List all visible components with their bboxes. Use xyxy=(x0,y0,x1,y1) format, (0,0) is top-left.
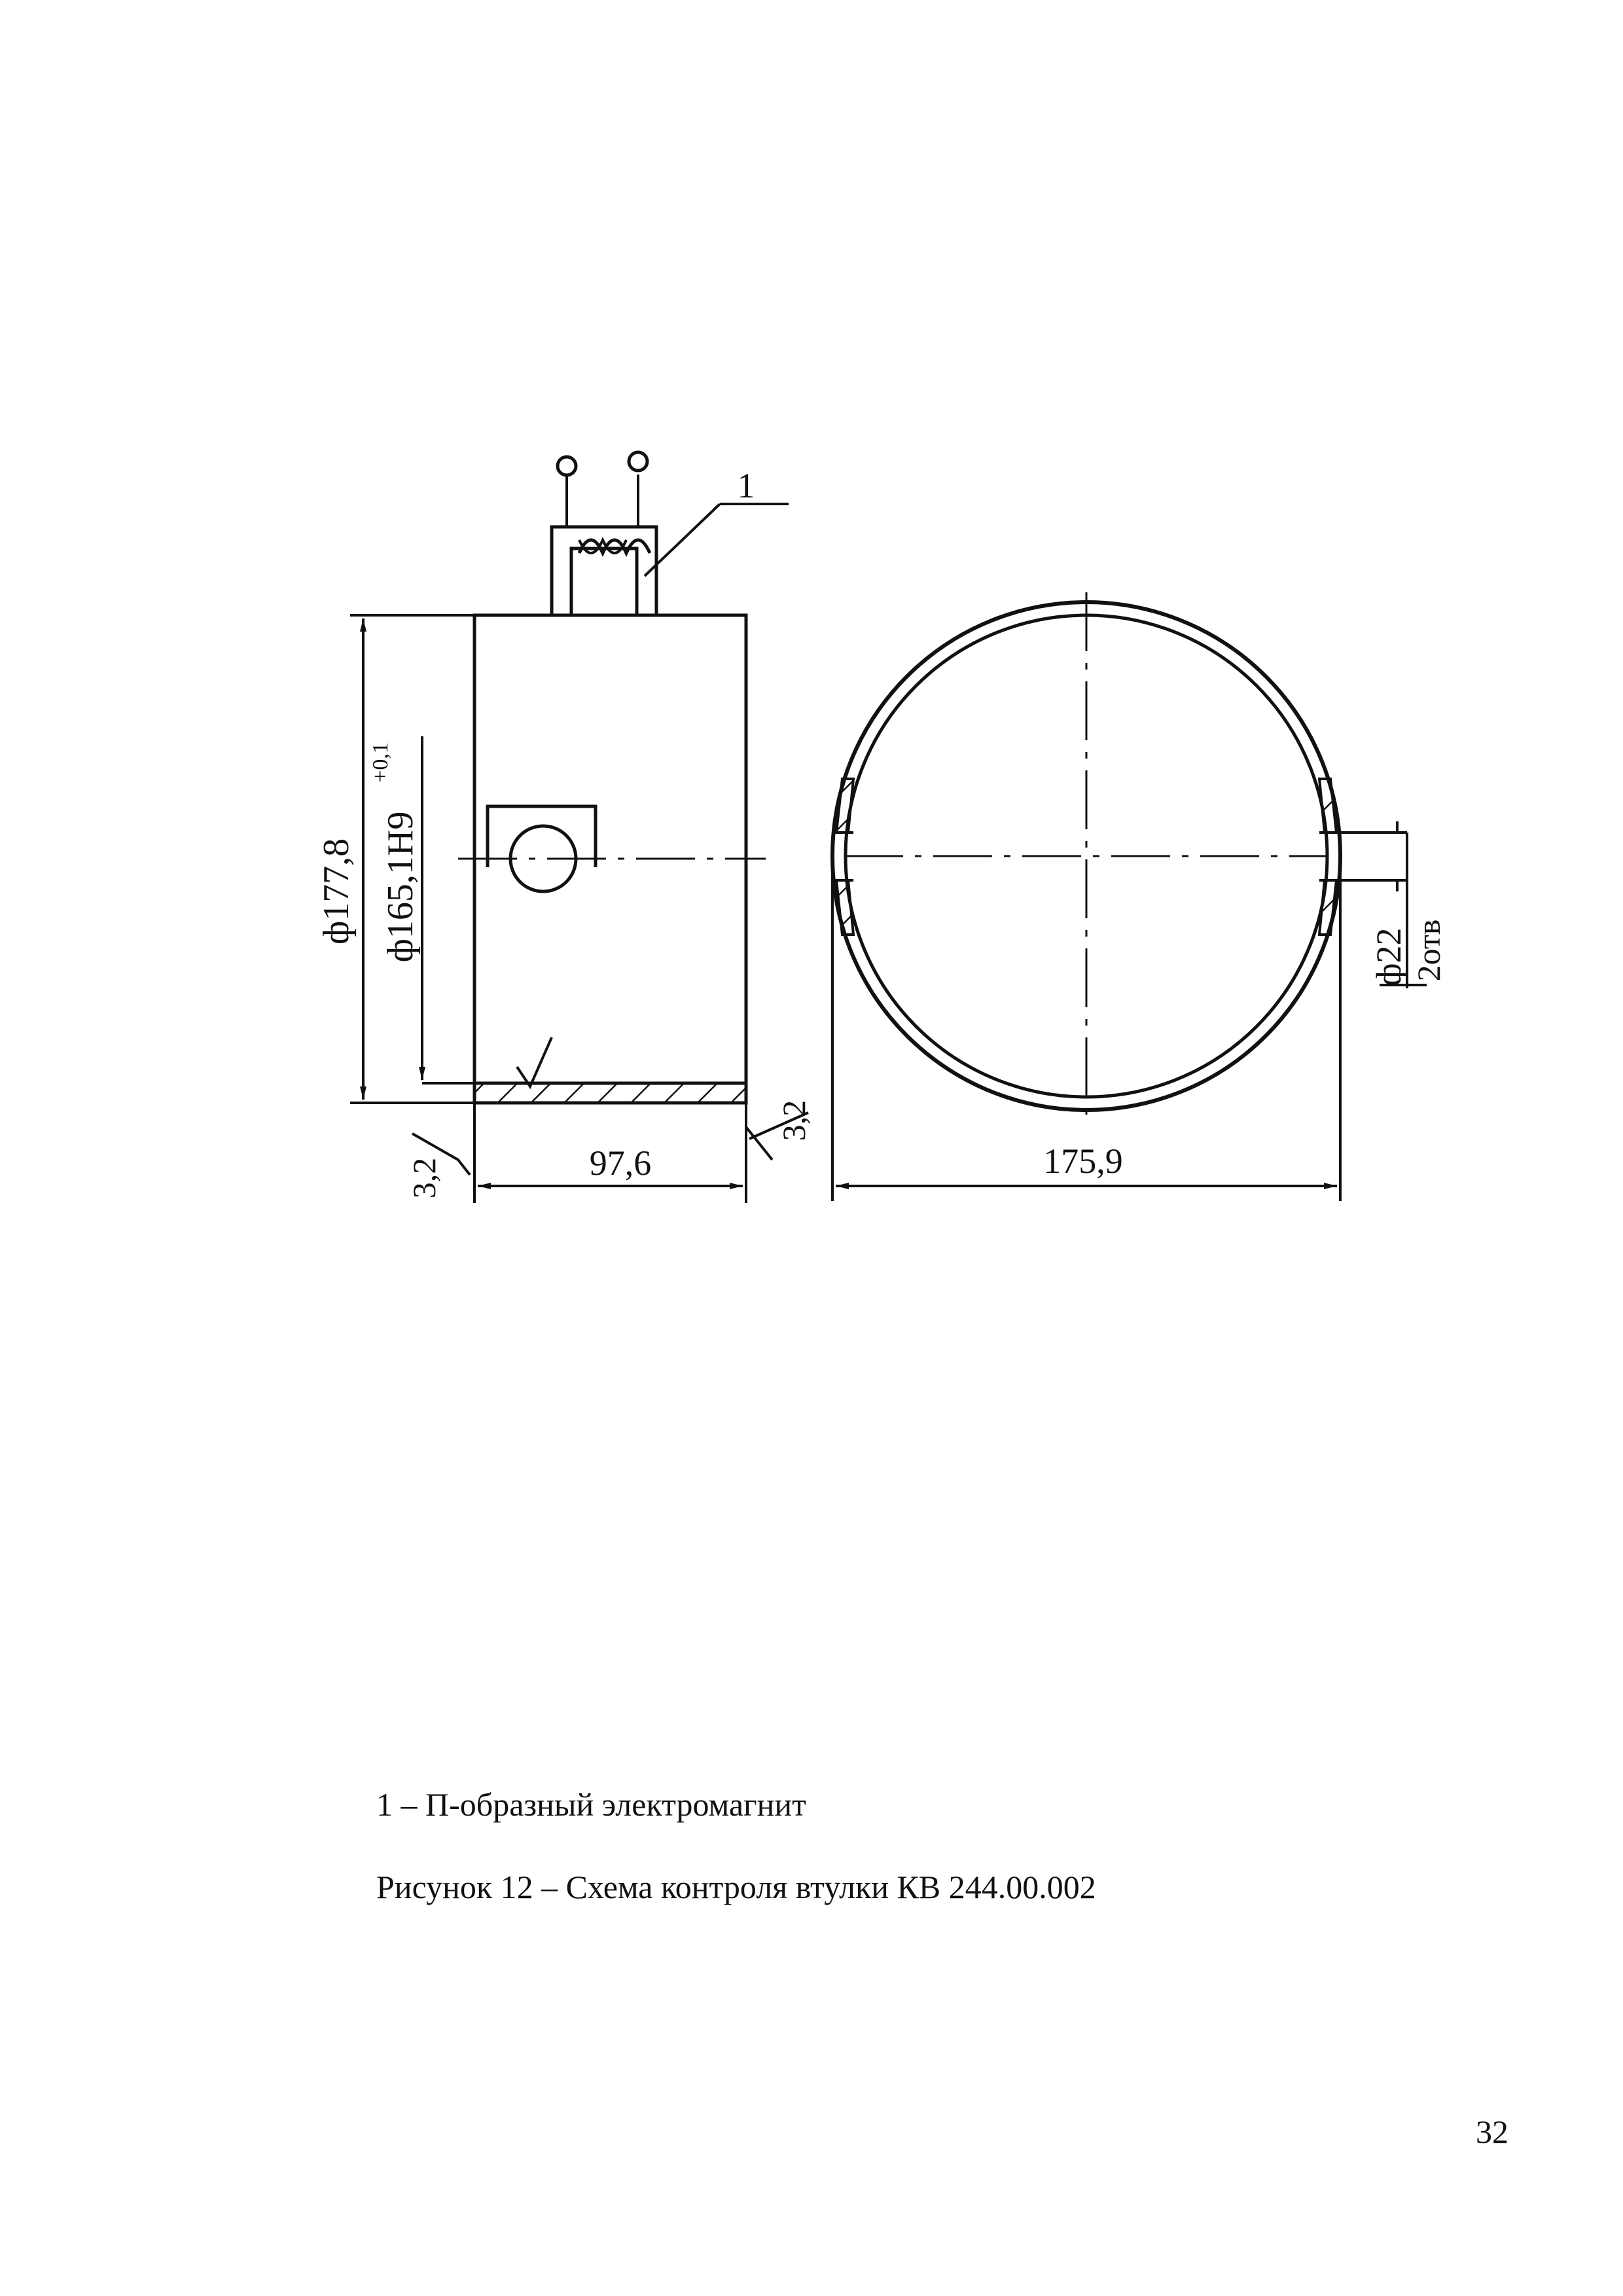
bore-diameter-dimension xyxy=(422,736,474,1083)
wall-section-left-upper xyxy=(836,779,853,833)
figure-caption: Рисунок 12 – Схема контроля втулки КВ 244.00.002 xyxy=(376,1869,1096,1905)
figure-legend: 1 – П-образный электромагнит xyxy=(376,1786,806,1823)
sleeve-wall-section xyxy=(474,1083,746,1103)
hole-diameter-label: ф22 xyxy=(1369,927,1408,986)
wall-section-right-lower xyxy=(1319,880,1336,935)
bore-diameter-label: ф165,1Н9 xyxy=(380,811,421,963)
page-number: 32 xyxy=(1476,2113,1508,2150)
roughness-right-label: 3,2 xyxy=(776,1100,812,1141)
roughness-left-label: 3,2 xyxy=(406,1157,442,1199)
end-view-outer-circle xyxy=(832,602,1340,1110)
bore-tolerance-label: +0,1 xyxy=(368,742,393,783)
u-shaped-electromagnet xyxy=(552,452,656,615)
terminal-left xyxy=(558,457,576,475)
callout-1-label: 1 xyxy=(737,466,755,505)
outer-diameter-label: ф177,8 xyxy=(316,838,357,945)
wall-section-right-upper xyxy=(1319,779,1336,833)
terminal-right xyxy=(629,452,647,471)
length-label: 97,6 xyxy=(589,1143,652,1183)
callout-1-leader xyxy=(645,504,789,576)
end-view-diameter-label: 175,9 xyxy=(1043,1141,1123,1181)
end-view xyxy=(832,592,1340,1119)
hole-count-label: 2отв xyxy=(1410,919,1447,982)
electromagnet-coil xyxy=(579,540,650,553)
side-view xyxy=(458,615,766,1103)
wall-section-left-lower xyxy=(836,880,853,935)
roughness-mark-inner xyxy=(517,1037,552,1086)
